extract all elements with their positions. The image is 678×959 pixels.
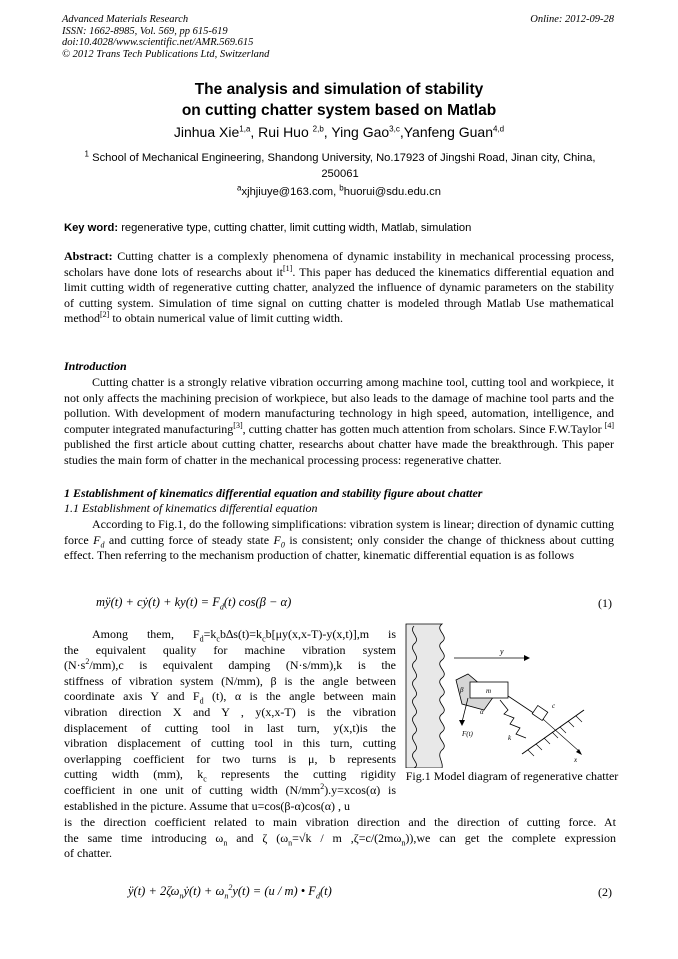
eq2-main: ÿ(t) + 2ζω [128, 884, 180, 898]
author-name: Yanfeng Guan [403, 124, 493, 140]
paper-title [0, 79, 678, 121]
abstract-text-3: to obtain numerical value of limit cutting width. [109, 311, 343, 326]
eq2-mid: ẏ(t) + ω [183, 884, 225, 898]
alpha-label: α [480, 708, 484, 716]
author-list: Jinhua Xie$^{1,a}$, Rui Huo $^{2,b}$, Ying Gao$^{3,c}$,Yanfeng Guan$^{4,d}$ [173, 124, 505, 140]
author-sup: 1,a [239, 124, 251, 134]
text-line: overlapping coefficient for two turns is μ, b represents [64, 751, 396, 766]
text-line: coordinate axis Y and $F_d$ (t), α is the angle between main [64, 689, 396, 706]
eq1-sub: d [219, 602, 224, 612]
journal-meta [62, 14, 269, 60]
text-line: $(N\cdot s^2/mm),c$ is equivalent damping (N·s/mm),k is the [64, 657, 396, 673]
journal-name: Advanced Materials Research [62, 14, 189, 25]
text-line: the equivalent quality for machine vibration system [64, 642, 396, 657]
online-date: Online: 2012-09-28 [530, 14, 614, 25]
text-line: displacement of cutting tool in last turn, y(x,t)is the [64, 720, 396, 735]
figure-caption: Fig.1 Model diagram of regenerative chatter [405, 769, 619, 783]
issn-line: ISSN: 1662-8985, Vol. 569, pp 615-619 [62, 25, 228, 37]
email-a[interactable]: xjhjiuye@163.com, [241, 186, 337, 198]
author-sup: 4,d [493, 124, 505, 134]
text-line: the same time introducing $\omega_n$ and ζ ($\omega_n=√k / m$ $,\zeta=c/(2m\omega_n)),we$ can get the complete expression [64, 830, 616, 847]
affiliation-sup: 1 [84, 149, 89, 159]
email-a-sup: a [237, 183, 242, 193]
eq2-sub-d: d [315, 891, 320, 901]
text-line: cutting width (mm), $k_c$ represents the cutting rigidity [64, 767, 397, 784]
copyright-line: © 2012 Trans Tech Publications Ltd, Switzerland [62, 48, 270, 60]
force-arrowhead [459, 720, 465, 726]
eq2-sub-n2: n [224, 891, 229, 901]
damper-label: c [552, 702, 556, 710]
intro-text-2: , cutting chatter has gotten much attention from scholars. Since F.W.Taylor [242, 421, 605, 436]
sec11-text-a: According to Fig.1, do the following simplifications: vibration system is linear; direction of dynamic cutting force [64, 517, 614, 547]
force-label: F(t) [462, 730, 473, 738]
x-axis-arrowhead [576, 749, 582, 755]
email-b-sup: b [339, 183, 344, 193]
intro-heading: Introduction [64, 359, 127, 373]
spring-label: k [508, 734, 512, 742]
mass-label: m [486, 687, 492, 695]
intro-paragraph [64, 375, 614, 469]
equation-1 [96, 595, 291, 610]
eq2-last: (t) [319, 884, 332, 898]
intro-text-3: published the first article about cutting chatter, researchs about chatter have made the breakthrough. This paper studies the main form of chatter in the mechanical processing process: regenerative chatter. [64, 437, 614, 467]
text-line: is the direction coefficient related to main vibration direction and the direction of cutting force. At [64, 815, 616, 829]
doi-line: doi:10.4028/www.scientific.net/AMR.569.615 [62, 37, 254, 48]
section-1-1-paragraph [64, 517, 614, 564]
workpiece-shape [406, 624, 444, 768]
text-line: coefficient in one unit of cutting width $(N/mm^2).y=xcos(\alpha)$ is [64, 781, 397, 797]
author-name: Jinhua Xie [173, 124, 240, 140]
author-name: Rui Huo [258, 124, 309, 140]
eq1-main: mÿ(t) + cẏ(t) + ky(t) = F [96, 595, 220, 609]
x-axis-line [544, 720, 580, 752]
eq2-sup-2: 2 [228, 882, 233, 892]
keywords-text: regenerative type, cutting chatter, limit cutting width, Matlab, simulation [121, 222, 472, 234]
title-line-2: on cutting chatter system based on Matlab [181, 102, 497, 119]
y-axis-label: y [500, 647, 504, 656]
equation-2 [128, 884, 332, 899]
abstract-text-2: . This paper has deduced the kinematics differential equation and limit cutting width of regenerative cutting chatter, analyzed the influence of dynamic parameters on the stability of cutting system. Simulation of time signal on cutting chatter is modeled through Matlab Use mathematical method [64, 264, 614, 326]
affiliation [70, 150, 610, 182]
email-line [0, 183, 678, 198]
sec11-text-c: is consistent; only consider the change of thickness about cutting effect. Then referring to the mechanism production of chatter, kinematic differential equation is as follows [64, 532, 614, 563]
eq1-tail: (t) cos(β − α) [223, 595, 292, 609]
equation-2-number: (2) [598, 885, 612, 899]
title-line-1: The analysis and simulation of stability [194, 81, 484, 98]
abstract-text-1: Cutting chatter is a complexly phenomena of dynamic instability in mechanical processing process, scholars have done lots of researchs about it [64, 249, 615, 279]
x-axis-label: x [574, 756, 578, 764]
intro-text-1: Cutting chatter is a strongly relative vibration occurring among machine tool, cutting tool and workpiece, it not only affects the machining precision of workpiece, but also leads to the damage of machine tool parts and the pollution. With development of modern manufacturing technology in high speed, automation, intelligence, and computer integrated manufacturing [64, 375, 614, 436]
text-line: established in the picture. Assume that u=cos(β-α)cos(α) , u [64, 798, 351, 813]
section-1-1-heading: 1.1 Establishment of kinematics differential equation [64, 501, 318, 515]
among-them-paragraph [64, 627, 396, 814]
text-line: Among them, $F_d=k_cb\Delta s(t)=k_cb[\mu y(x,x-T)-y(x,t)],m$ is [92, 627, 396, 644]
author-sup: 2,b [312, 124, 324, 134]
text-line: of chatter. [64, 846, 112, 861]
equation-1-number: (1) [598, 596, 612, 610]
author-sup: 3,c [389, 124, 400, 134]
continuation-paragraph [64, 815, 616, 862]
eq2-sub-n1: n [179, 891, 184, 901]
eq2-end: y(t) = (u / m) • F [232, 884, 316, 898]
keywords [64, 222, 616, 234]
abstract [64, 249, 614, 327]
sec11-text-b: and cutting force of steady state [104, 532, 274, 547]
symbol-F: F [93, 532, 101, 547]
abstract-ref-1: [1] [283, 263, 293, 273]
text-line: vibration direction X and Y , y(x,x-T) is the vibration [64, 704, 396, 719]
beta-label: β [460, 686, 464, 694]
intro-ref-4: [4] [604, 420, 614, 430]
symbol-F: F [273, 532, 281, 547]
text-line: vibration displacement of cutting tool in this turn, cutting [64, 736, 396, 751]
keywords-label: Key word: [64, 222, 119, 234]
affiliation-text: School of Mechanical Engineering, Shandong University, No.17923 of Jingshi Road, Jinan city, China, 250061 [92, 152, 596, 180]
figure-1 [404, 622, 620, 768]
symbol-sub-0: 0 [280, 539, 285, 549]
intro-ref-3: [3] [233, 420, 243, 430]
model-diagram [404, 622, 620, 768]
section-1-heading: 1 Establishment of kinematics differential equation and stability figure about chatter [64, 486, 483, 500]
author-name: Ying Gao [331, 124, 390, 140]
abstract-label: Abstract: [64, 249, 113, 263]
symbol-sub-d: d [100, 539, 105, 549]
abstract-ref-2: [2] [100, 310, 110, 320]
text-line: stiffness of vibration system (N/mm), β is the angle between [64, 673, 396, 688]
email-b[interactable]: huorui@sdu.edu.cn [343, 186, 441, 198]
damper-cylinder [532, 705, 548, 720]
ground-hatching [528, 716, 582, 756]
y-axis-arrowhead [524, 655, 530, 661]
